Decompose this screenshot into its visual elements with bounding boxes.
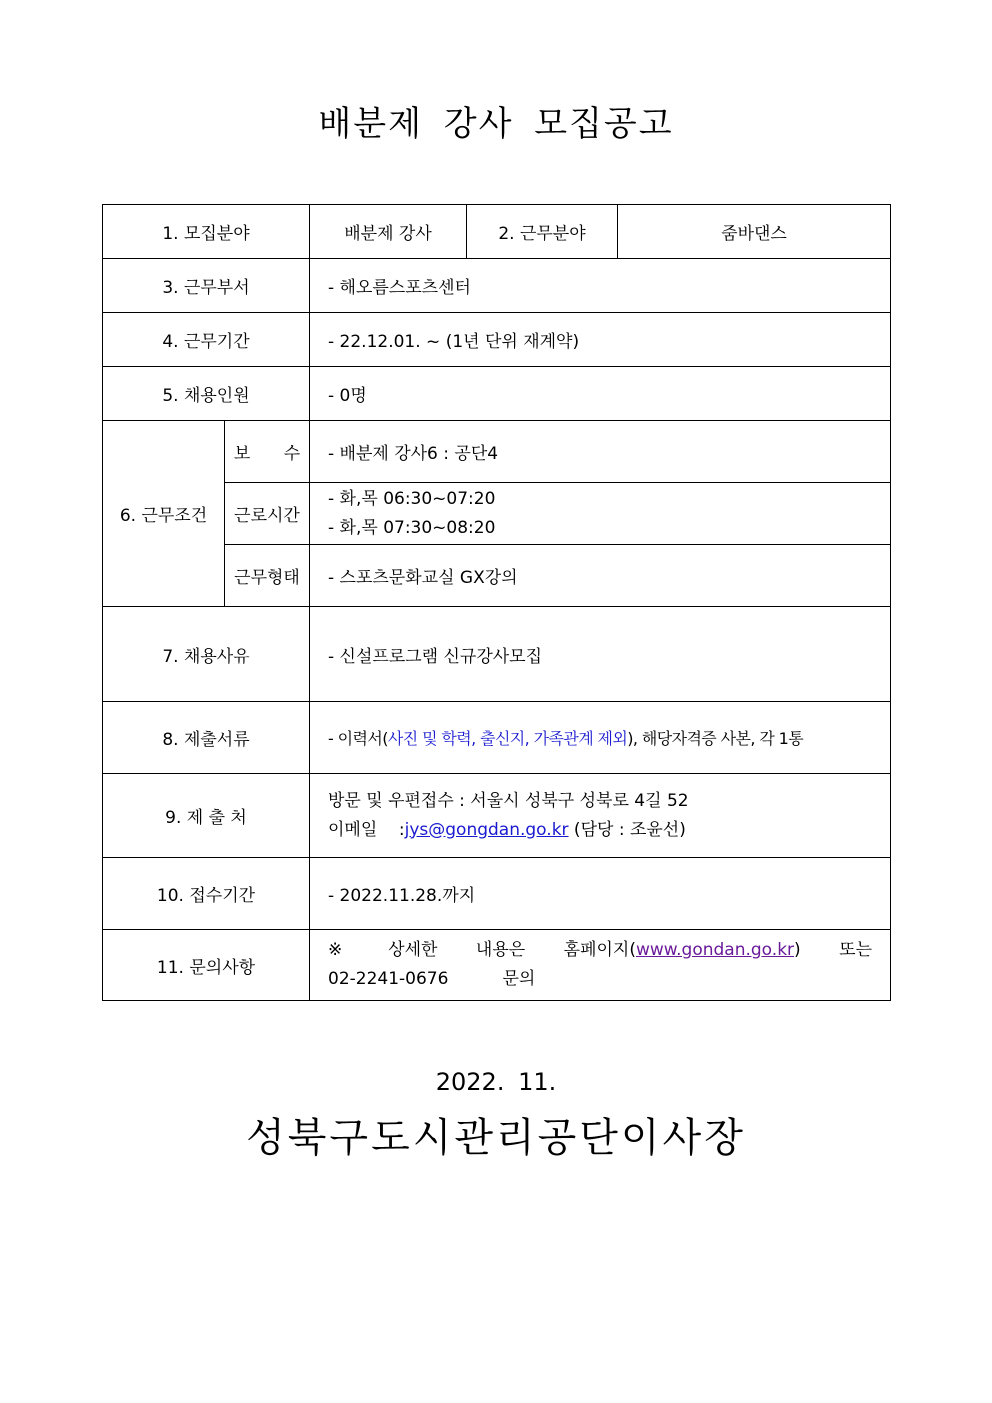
deadline-label: 10. 접수기간 (103, 858, 310, 930)
inquiry-line-1 (328, 936, 872, 965)
notice-date: 2022. 11. (435, 1068, 557, 1096)
deadline-value: - 2022.11.28.까지 (310, 858, 891, 930)
hours-line-2: - 화,목 07:30~08:20 (328, 517, 496, 538)
work-field-value: 줌바댄스 (618, 205, 891, 259)
period-label: 4. 근무기간 (103, 313, 310, 367)
homepage-link[interactable]: www.gondan.go.kr (635, 940, 795, 960)
inquiry-prefix: ※ 상세한 내용은 홈페이지( (328, 940, 636, 960)
dept-label: 3. 근무부서 (103, 259, 310, 313)
docs-prefix: - 이력서( (328, 729, 388, 748)
conditions-label: 6. 근무조건 (103, 421, 225, 607)
work-field-label: 2. 근무분야 (467, 205, 618, 259)
pay-label (225, 421, 310, 483)
row-recruit-field (103, 205, 891, 259)
docs-suffix: ), 해당자격증 사본, 각 1통 (627, 729, 804, 748)
dept-value: - 해오름스포츠센터 (310, 259, 891, 313)
row-documents (103, 702, 891, 774)
submit-line-2 (328, 816, 872, 845)
row-deadline (103, 858, 891, 930)
row-inquiry (103, 930, 891, 1001)
reason-value: - 신설프로그램 신규강사모집 (310, 607, 891, 702)
docs-label: 8. 제출서류 (103, 702, 310, 774)
hours-label: 근로시간 (225, 483, 310, 545)
hours-value (310, 483, 891, 545)
email-link[interactable]: jys@gongdan.go.kr (404, 819, 569, 840)
page-title: 배분제 강사 모집공고 (318, 104, 674, 144)
row-department (103, 259, 891, 313)
type-label: 근무형태 (225, 545, 310, 607)
row-reason (103, 607, 891, 702)
inquiry-suffix: ) 또는 (794, 940, 872, 960)
docs-value (310, 702, 891, 774)
inquiry-label: 11. 문의사항 (103, 930, 310, 1001)
headcount-label: 5. 채용인원 (103, 367, 310, 421)
field-value: 배분제 강사 (310, 205, 467, 259)
email-prefix: 이메일 : (328, 819, 405, 840)
email-suffix: (담당 : 조윤선) (568, 819, 686, 840)
row-submit (103, 774, 891, 858)
headcount-value: - 0명 (310, 367, 891, 421)
pay-value: - 배분제 강사6 : 공단4 (310, 421, 891, 483)
hours-line-1: - 화,목 06:30~07:20 (328, 488, 496, 509)
field-label: 1. 모집분야 (103, 205, 310, 259)
submit-label: 9. 제 출 처 (103, 774, 310, 858)
row-pay (103, 421, 891, 483)
pay-label-text: 보 수 (233, 444, 301, 464)
row-headcount (103, 367, 891, 421)
row-period (103, 313, 891, 367)
docs-highlight: 사진 및 학력, 출신지, 가족관계 제외 (387, 729, 628, 748)
issuer-name: 성북구도시관리공단이사장 (246, 1115, 746, 1161)
inquiry-line-2: 02-2241-0676 문의 (328, 969, 536, 989)
reason-label: 7. 채용사유 (103, 607, 310, 702)
inquiry-value (310, 930, 891, 1001)
submit-value (310, 774, 891, 858)
submit-line-1: 방문 및 우편접수 : 서울시 성북구 성북로 4길 52 (328, 790, 689, 811)
notice-table (102, 204, 891, 1001)
type-value: - 스포츠문화교실 GX강의 (310, 545, 891, 607)
period-value: - 22.12.01. ~ (1년 단위 재계약) (310, 313, 891, 367)
